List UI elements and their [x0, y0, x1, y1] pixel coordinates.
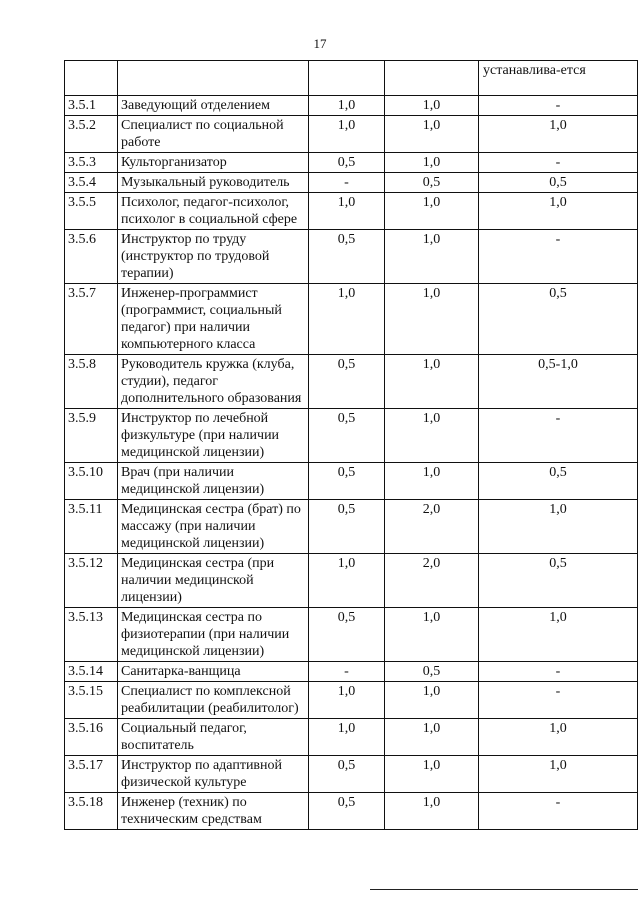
position-name-cell: Врач (при наличии медицинской лицензии)	[118, 463, 309, 500]
value-cell-col4: -	[479, 662, 638, 682]
table-row	[65, 284, 638, 355]
value-cell-col2: 0,5	[309, 153, 385, 173]
value-cell-col2: 1,0	[309, 554, 385, 608]
value-cell-col2: 1,0	[309, 284, 385, 355]
row-number-cell: 3.5.15	[65, 682, 118, 719]
value-cell-col3: 1,0	[385, 793, 479, 830]
table-row	[65, 554, 638, 608]
value-cell-col3: 1,0	[385, 116, 479, 153]
value-cell-col3: 1,0	[385, 719, 479, 756]
value-cell-col4: 0,5	[479, 463, 638, 500]
position-name-cell: Психолог, педагог-психолог, психолог в социальной сфере	[118, 193, 309, 230]
row-number-cell: 3.5.3	[65, 153, 118, 173]
table-row	[65, 463, 638, 500]
table-row	[65, 756, 638, 793]
value-cell-col4: 1,0	[479, 608, 638, 662]
table-row	[65, 153, 638, 173]
value-cell-col4: -	[479, 230, 638, 284]
table-row	[65, 409, 638, 463]
value-cell-col2: 1,0	[309, 682, 385, 719]
value-cell-col4: 1,0	[479, 719, 638, 756]
position-name-cell: Культорганизатор	[118, 153, 309, 173]
value-cell-col2: -	[309, 662, 385, 682]
table-row	[65, 608, 638, 662]
position-name-cell: Медицинская сестра (брат) по массажу (при наличии медицинской лицензии)	[118, 500, 309, 554]
value-cell-col2: 0,5	[309, 409, 385, 463]
value-cell-col3: 1,0	[385, 230, 479, 284]
row-number-cell: 3.5.14	[65, 662, 118, 682]
position-name-cell: Инструктор по адаптивной физической культуре	[118, 756, 309, 793]
row-number-cell: 3.5.18	[65, 793, 118, 830]
position-name-cell: Заведующий отделением	[118, 96, 309, 116]
value-cell-col4: 0,5	[479, 554, 638, 608]
value-cell-col3: 0,5	[385, 173, 479, 193]
row-number-cell: 3.5.9	[65, 409, 118, 463]
header-cell-col3	[385, 61, 479, 96]
header-cell-col4: устанавлива-ется	[479, 61, 638, 96]
position-name-cell: Специалист по комплексной реабилитации (реабилитолог)	[118, 682, 309, 719]
header-cell-number	[65, 61, 118, 96]
value-cell-col2: 1,0	[309, 719, 385, 756]
value-cell-col2: -	[309, 173, 385, 193]
row-number-cell: 3.5.8	[65, 355, 118, 409]
row-number-cell: 3.5.2	[65, 116, 118, 153]
table-row	[65, 96, 638, 116]
header-cell-col2	[309, 61, 385, 96]
value-cell-col4: 1,0	[479, 193, 638, 230]
row-number-cell: 3.5.1	[65, 96, 118, 116]
value-cell-col4: 0,5-1,0	[479, 355, 638, 409]
value-cell-col3: 1,0	[385, 284, 479, 355]
value-cell-col3: 1,0	[385, 355, 479, 409]
row-number-cell: 3.5.13	[65, 608, 118, 662]
value-cell-col4: 1,0	[479, 500, 638, 554]
row-number-cell: 3.5.5	[65, 193, 118, 230]
value-cell-col4: 0,5	[479, 173, 638, 193]
value-cell-col2: 0,5	[309, 793, 385, 830]
value-cell-col2: 0,5	[309, 463, 385, 500]
value-cell-col3: 1,0	[385, 193, 479, 230]
table-row	[65, 500, 638, 554]
value-cell-col3: 1,0	[385, 409, 479, 463]
row-number-cell: 3.5.7	[65, 284, 118, 355]
row-number-cell: 3.5.11	[65, 500, 118, 554]
header-cell-position	[118, 61, 309, 96]
position-name-cell: Санитарка-ванщица	[118, 662, 309, 682]
table-row	[65, 355, 638, 409]
table-header-row	[65, 61, 638, 96]
page-number: 17	[313, 36, 327, 51]
value-cell-col2: 0,5	[309, 230, 385, 284]
row-number-cell: 3.5.4	[65, 173, 118, 193]
row-number-cell: 3.5.6	[65, 230, 118, 284]
position-name-cell: Медицинская сестра по физиотерапии (при наличии медицинской лицензии)	[118, 608, 309, 662]
position-name-cell: Специалист по социальной работе	[118, 116, 309, 153]
value-cell-col3: 1,0	[385, 463, 479, 500]
value-cell-col2: 1,0	[309, 96, 385, 116]
table-row	[65, 173, 638, 193]
value-cell-col2: 0,5	[309, 500, 385, 554]
value-cell-col4: -	[479, 96, 638, 116]
value-cell-col2: 1,0	[309, 193, 385, 230]
position-name-cell: Музыкальный руководитель	[118, 173, 309, 193]
table-row	[65, 230, 638, 284]
staffing-table-body	[65, 61, 638, 830]
value-cell-col3: 2,0	[385, 554, 479, 608]
bottom-rule	[370, 889, 638, 890]
row-number-cell: 3.5.12	[65, 554, 118, 608]
value-cell-col3: 1,0	[385, 96, 479, 116]
value-cell-col3: 0,5	[385, 662, 479, 682]
position-name-cell: Инженер (техник) по техническим средствам	[118, 793, 309, 830]
value-cell-col2: 0,5	[309, 355, 385, 409]
staffing-table	[64, 60, 638, 830]
table-row	[65, 719, 638, 756]
table-row	[65, 682, 638, 719]
value-cell-col2: 0,5	[309, 756, 385, 793]
table-row	[65, 793, 638, 830]
value-cell-col4: -	[479, 793, 638, 830]
row-number-cell: 3.5.17	[65, 756, 118, 793]
value-cell-col4: -	[479, 409, 638, 463]
value-cell-col3: 1,0	[385, 608, 479, 662]
table-row	[65, 662, 638, 682]
row-number-cell: 3.5.16	[65, 719, 118, 756]
position-name-cell: Инструктор по труду (инструктор по трудовой терапии)	[118, 230, 309, 284]
position-name-cell: Медицинская сестра (при наличии медицинской лицензии)	[118, 554, 309, 608]
value-cell-col2: 0,5	[309, 608, 385, 662]
table-row	[65, 193, 638, 230]
value-cell-col3: 1,0	[385, 682, 479, 719]
value-cell-col3: 2,0	[385, 500, 479, 554]
value-cell-col3: 1,0	[385, 153, 479, 173]
value-cell-col4: -	[479, 153, 638, 173]
row-number-cell: 3.5.10	[65, 463, 118, 500]
value-cell-col4: -	[479, 682, 638, 719]
value-cell-col4: 1,0	[479, 756, 638, 793]
value-cell-col2: 1,0	[309, 116, 385, 153]
value-cell-col3: 1,0	[385, 756, 479, 793]
position-name-cell: Руководитель кружка (клуба, студии), педагог дополнительного образования	[118, 355, 309, 409]
value-cell-col4: 1,0	[479, 116, 638, 153]
table-row	[65, 116, 638, 153]
position-name-cell: Инструктор по лечебной физкультуре (при наличии медицинской лицензии)	[118, 409, 309, 463]
position-name-cell: Социальный педагог, воспитатель	[118, 719, 309, 756]
position-name-cell: Инженер-программист (программист, социальный педагог) при наличии компьютерного класса	[118, 284, 309, 355]
value-cell-col4: 0,5	[479, 284, 638, 355]
